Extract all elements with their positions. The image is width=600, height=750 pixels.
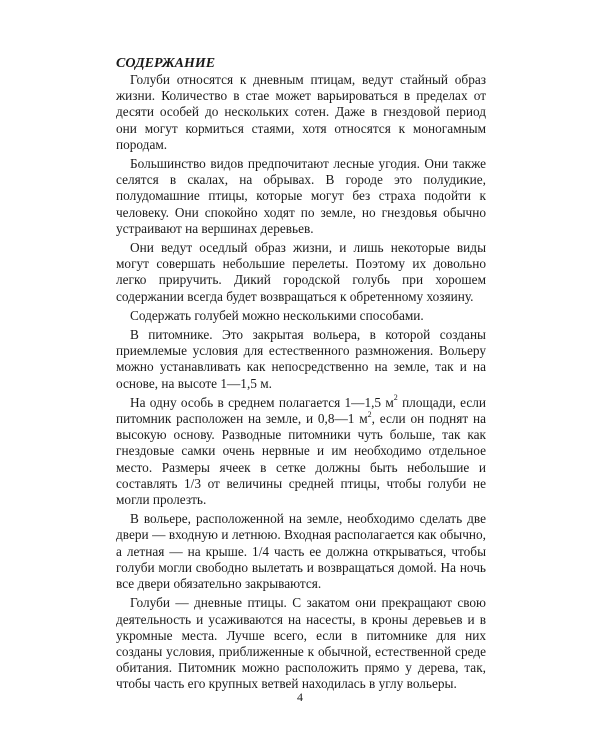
paragraph: Голуби — дневные птицы. С закатом они прекращают свою деятельность и усаживаются на насесты, в кроны деревьев и в укромные места. Лучше всего, если в питомнике для них созданы условия, приближенные к обычной, естественной среде обитания. Питомник можно расположить прямо у дерева, так, чтобы часть его крупных ветвей находилась в углу вольеры. bbox=[116, 595, 486, 692]
paragraph: В питомнике. Это закрытая вольера, в которой созданы приемлемые условия для естественного размножения. Вольеру можно устанавливать как непосредственно на земле, так и на основе, на высоте 1—1,5 м. bbox=[116, 327, 486, 391]
text-fragment: , если он поднят на высокую основу. Разводные питомники чуть больше, так как гнездовые самки очень нервные и им необходимо отдельное место. Размеры ячеек в сетке должны быть небольшие и составлять 1/3 от величины средней птицы, чтобы голуби не могли пролезть. bbox=[116, 411, 487, 508]
paragraph: Содержать голубей можно несколькими способами. bbox=[130, 307, 424, 323]
page-number: 4 bbox=[297, 690, 303, 704]
paragraph: Голуби относятся к дневным птицам, ведут стайный образ жизни. Количество в стае может варьироваться в пределах от десяти особей до нескольких сотен. Даже в гнездовой период они могут кормиться стаями, хотя относятся к моногамным породам. bbox=[116, 72, 486, 152]
text-fragment: На одну особь в среднем полагается 1—1,5 м bbox=[130, 394, 394, 410]
superscript: 2 bbox=[393, 393, 398, 403]
paragraph-area-per-bird bbox=[116, 395, 486, 508]
page-body bbox=[116, 56, 486, 696]
paragraph: Большинство видов предпочитают лесные угодия. Они также селятся в скалах, на обрывах. В городе это полудикие, полудомашние птицы, которые могут без страха подойти к человеку. Они спокойно ходят по земле, но гнездовья обычно устраивают на вершинах деревьев. bbox=[116, 156, 486, 236]
paragraph: Они ведут оседлый образ жизни, и лишь некоторые виды могут совершать небольшие перелеты. Поэтому их довольно легко приручить. Дикий городской голубь при хорошем содержании всегда будет возвращаться к обретенному хозяину. bbox=[116, 240, 486, 304]
superscript: 2 bbox=[367, 409, 372, 419]
text-fragment: площади, если питомник расположен на земле, и 0,8—1 м bbox=[116, 394, 486, 427]
section-heading: СОДЕРЖАНИЕ bbox=[116, 56, 216, 71]
paragraph: В вольере, расположенной на земле, необходимо сделать две двери — входную и летнюю. Входная располагается как обычно, а летная — на крыше. 1/4 часть ее должна открываться, чтобы голуби могли свободно вылетать и возвращаться домой. На ночь все двери обязательно закрываются. bbox=[116, 511, 486, 592]
